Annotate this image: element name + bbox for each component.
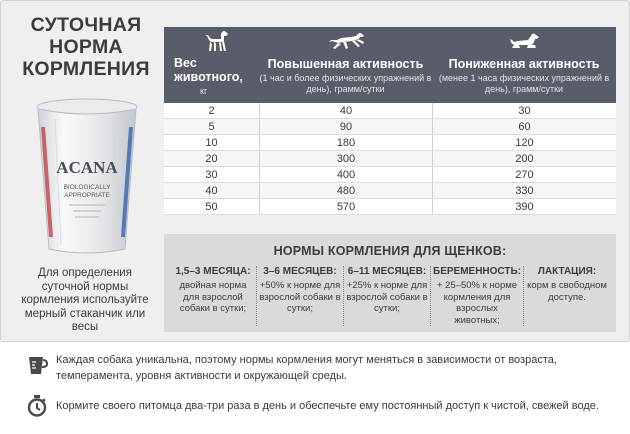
title-line: КОРМЛЕНИЯ xyxy=(22,58,150,80)
cell-low: 60 xyxy=(432,119,616,134)
cell-high: 300 xyxy=(259,151,432,166)
cell-weight: 50 xyxy=(205,201,218,213)
page-title xyxy=(21,14,151,80)
table-body xyxy=(164,103,616,215)
header-high-label: Повышенная активность xyxy=(267,57,424,71)
table-row xyxy=(164,167,616,183)
header-weight-unit: кг xyxy=(200,86,208,96)
left-note: Для определения суточной нормы кормления используйте мерный стаканчик или весы xyxy=(21,267,149,334)
puppy-norm-heading: ЛАКТАЦИЯ: xyxy=(537,266,597,277)
lying-dog-icon xyxy=(510,33,540,49)
header-weight xyxy=(164,27,259,103)
puppy-norm-item xyxy=(170,266,256,326)
header-low-activity xyxy=(432,27,616,103)
cup-brand: ACANA xyxy=(56,158,118,177)
puppy-norms-box xyxy=(164,234,616,332)
note-feeding-frequency-text: Кормите своего питомца два-три раза в день и обеспечьте ему постоянный доступ к чистой, свежей воде. xyxy=(56,400,599,412)
puppy-norm-text: + 25–50% к норме кормления для взрослых животных; xyxy=(436,280,518,326)
cell-high: 480 xyxy=(259,183,432,198)
svg-text:BIOLOGICALLY: BIOLOGICALLY xyxy=(63,184,111,191)
cell-low: 200 xyxy=(432,151,616,166)
puppy-norm-item xyxy=(256,266,343,326)
table-row xyxy=(164,135,616,151)
note-individuality-text: Каждая собака уникальна, поэтому нормы кормления могут меняться в зависимости от возраста, темперамента, уровня активности и окружающей среды. xyxy=(56,354,557,382)
header-high-activity xyxy=(259,27,432,103)
cell-low: 120 xyxy=(432,135,616,150)
cell-weight: 10 xyxy=(205,137,218,149)
puppy-norm-heading: 6–11 МЕСЯЦЕВ: xyxy=(347,266,427,277)
cell-high: 40 xyxy=(259,103,432,118)
standing-dog-icon xyxy=(204,30,230,52)
cell-weight: 5 xyxy=(208,121,215,133)
cell-high: 570 xyxy=(259,199,432,214)
table-row xyxy=(164,119,616,135)
stopwatch-icon xyxy=(26,395,48,417)
cell-low: 270 xyxy=(432,167,616,182)
title-line: НОРМА xyxy=(49,36,123,58)
product-cup-image xyxy=(35,97,139,257)
header-high-sub: (1 час и более физических упражнений в день), грамм/сутки xyxy=(259,73,432,94)
table-row xyxy=(164,103,616,119)
running-dog-icon xyxy=(329,32,365,50)
title-line: СУТОЧНАЯ xyxy=(30,14,142,36)
cell-low: 390 xyxy=(432,199,616,214)
table-header xyxy=(164,27,616,103)
cell-weight: 30 xyxy=(205,169,218,181)
puppy-norm-heading: 1,5–3 МЕСЯЦА: xyxy=(175,266,251,277)
cell-high: 180 xyxy=(259,135,432,150)
puppy-norm-text: +50% к норме для взрослой собаки в сутки; xyxy=(259,280,341,314)
cell-high: 400 xyxy=(259,167,432,182)
cell-weight: 20 xyxy=(205,153,218,165)
cell-low: 330 xyxy=(432,183,616,198)
cell-high: 90 xyxy=(259,119,432,134)
cell-weight: 2 xyxy=(208,105,215,117)
puppy-norm-heading: 3–6 МЕСЯЦЕВ: xyxy=(263,266,337,277)
puppy-norm-item xyxy=(523,266,610,326)
puppy-norm-text: корм в свободном доступе. xyxy=(527,280,607,303)
header-low-label: Пониженная активность xyxy=(448,57,600,71)
puppy-norm-text: двойная норма для взрослой собаки в сутки; xyxy=(179,280,247,314)
puppy-norm-heading: БЕРЕМЕННОСТЬ: xyxy=(433,266,522,277)
table-row xyxy=(164,199,616,215)
puppy-norm-text: +25% к норме для взрослой собаки в сутки; xyxy=(346,280,428,314)
cell-weight: 40 xyxy=(205,185,218,197)
header-low-sub: (менее 1 часа физических упражнений в день), грамм/сутки xyxy=(438,73,610,94)
puppy-norms-title: НОРМЫ КОРМЛЕНИЯ ДЛЯ ЩЕНКОВ: xyxy=(273,244,507,258)
table-row xyxy=(164,183,616,199)
table-row xyxy=(164,151,616,167)
puppy-norm-item xyxy=(343,266,430,326)
measuring-cup-icon xyxy=(26,354,48,376)
puppy-norm-item xyxy=(430,266,523,326)
header-weight-label: Вес животного, xyxy=(174,56,243,84)
puppy-norms-columns xyxy=(170,266,610,326)
svg-text:APPROPRIATE: APPROPRIATE xyxy=(64,192,110,199)
cell-low: 30 xyxy=(432,103,616,118)
feeding-table xyxy=(164,27,616,215)
